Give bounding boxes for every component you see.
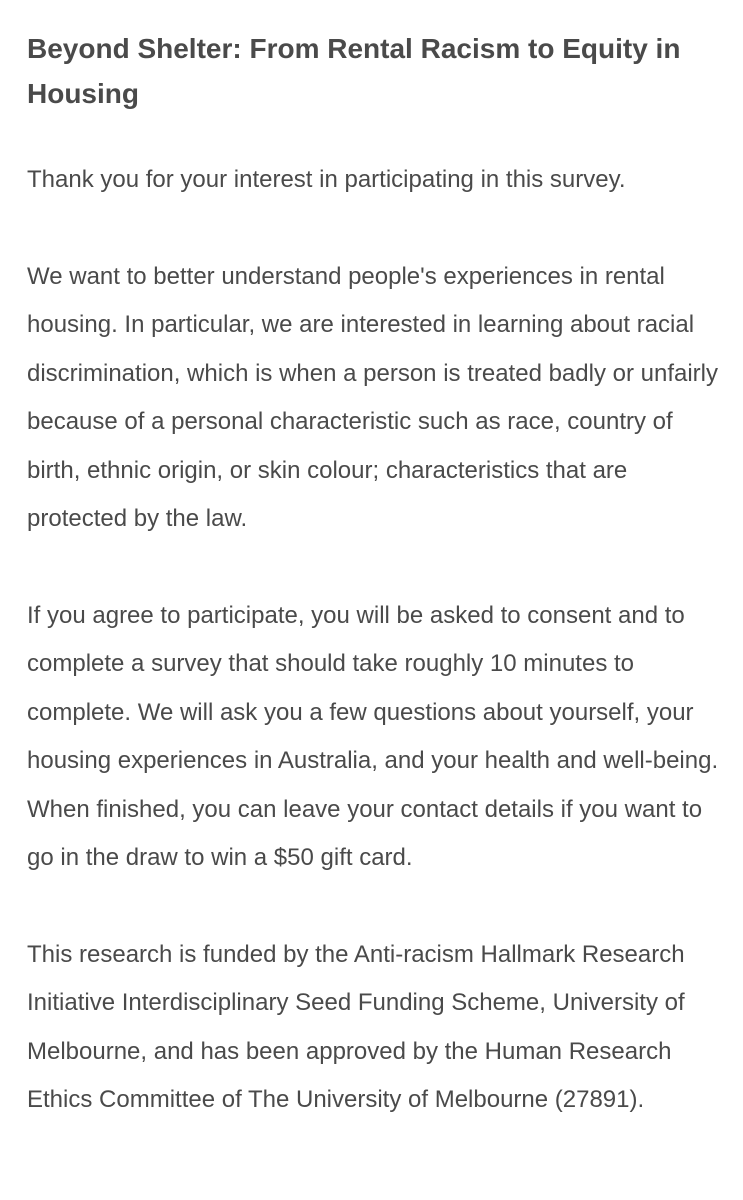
purpose-paragraph: We want to better understand people's experiences in rental housing. In particular, we are interested in learning about racial discrimination, which is when a person is treated badly or unfairly because of a personal characteristic such as race, country of birth, ethnic origin, or skin colour; characteristics that are protected by the law.	[27, 262, 718, 532]
survey-intro	[27, 26, 722, 1125]
thanks-paragraph: Thank you for your interest in participating in this survey.	[27, 166, 626, 193]
participation-paragraph: If you agree to participate, you will be asked to consent and to complete a survey that should take roughly 10 minutes to complete. We will ask you a few questions about yourself, your housing experiences in Australia, and your health and well-being. When finished, you can leave your contact details if you want to go in the draw to win a $50 gift card.	[27, 601, 719, 871]
funding-paragraph: This research is funded by the Anti-racism Hallmark Research Initiative Interdisciplinary Seed Funding Scheme, University of Melbourne, and has been approved by the Human Research Ethics Committee of The University of Melbourne (27891).	[27, 940, 685, 1113]
survey-title: Beyond Shelter: From Rental Racism to Equity in Housing	[27, 33, 681, 109]
